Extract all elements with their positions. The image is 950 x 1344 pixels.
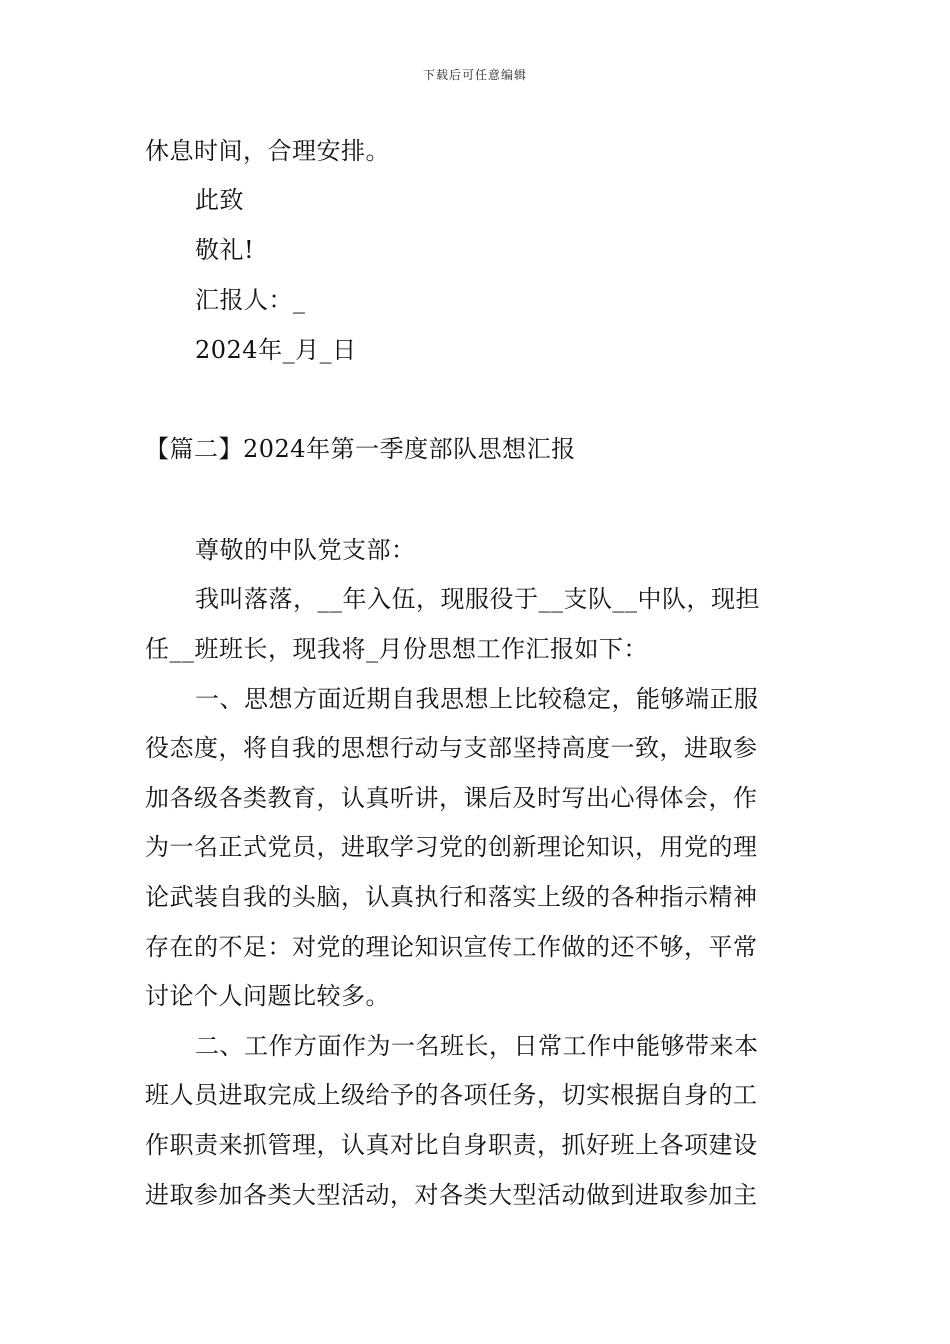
date-line: 2024年_月_日: [195, 336, 357, 364]
body-line: 进取参加各类大型活动，对各类大型活动做到进取参加主: [145, 1181, 758, 1209]
body-line: 存在的不足：对党的理论知识宣传工作做的还不够，平常: [145, 933, 758, 961]
body-line: 任__班班长，现我将_月份思想工作汇报如下：: [145, 635, 648, 663]
section-title: 【篇二】2024年第一季度部队思想汇报: [145, 435, 576, 463]
body-line: 加各级各类教育，认真听讲，课后及时写出心得体会，作: [145, 784, 758, 812]
body-line: 作职责来抓管理，认真对比自身职责，抓好班上各项建设: [145, 1131, 758, 1159]
salute-line-1: 此致: [195, 186, 244, 214]
salute-line-2: 敬礼!: [195, 236, 255, 264]
body-line: 一、思想方面近期自我思想上比较稳定，能够端正服: [195, 685, 759, 713]
reporter-line: 汇报人：_: [195, 286, 306, 314]
body-line: 二、工作方面作为一名班长，日常工作中能够带来本: [195, 1032, 759, 1060]
page-header: 下载后可任意编辑: [422, 68, 527, 82]
body-line: 役态度，将自我的思想行动与支部坚持高度一致，进取参: [145, 734, 758, 762]
body-line: 班人员进取完成上级给予的各项任务，切实根据自身的工: [145, 1081, 758, 1109]
greeting-line: 尊敬的中队党支部：: [195, 536, 416, 564]
body-line: 我叫落落，__年入伍，现服役于__支队__中队，现担: [195, 585, 760, 613]
closing-line: 休息时间，合理安排。: [145, 137, 390, 165]
body-line: 讨论个人问题比较多。: [145, 982, 390, 1010]
body-line: 论武装自我的头脑，认真执行和落实上级的各种指示精神: [145, 883, 758, 911]
body-line: 为一名正式党员，进取学习党的创新理论知识，用党的理: [145, 833, 758, 861]
